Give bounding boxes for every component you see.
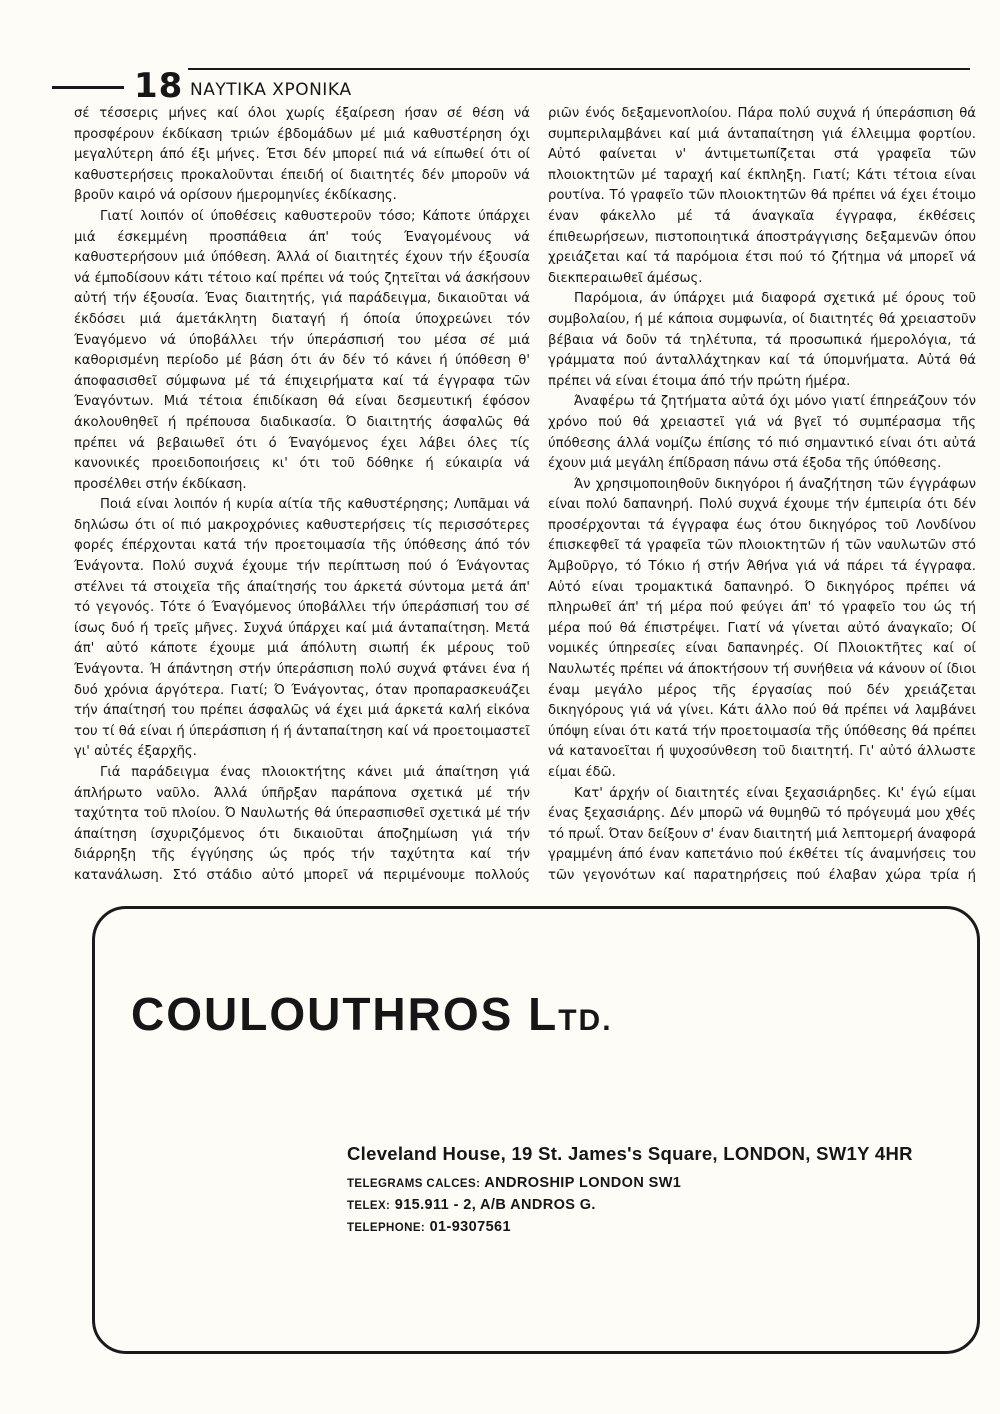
paragraph: Γιατί λοιπόν οί ύποθέσεις καθυστεροῦν τόσο; Κάποτε ύπάρχει μιά έσκεμμένη προσπάθεια άπ' τούς Έναγομένους νά καθυστερήσουν μιά ύπόθεση. Άλλά οί διαιτητές έχουν τήν έξουσία νά έμποδίσουν κάτι τέτοιο καί πρέπει νά τούς ζητεῖται νά άσκήσουν αὐτή τήν έξουσία. Ένας διαιτητής, γιά παράδειγμα, δικαιοῦται νά έκδόσει μιά άμετάκλητη διαταγή ή όποία ύποχρεώνει τόν Έναγόμενο νά ύποβάλλει τήν ύπεράσπισή του μέσα σέ μιά καθορισμένη περίοδο μέ βάση ότι άν δέν τό κάνει ή ύπόθεση θ' άποφασισθεῖ σύμφωνα μέ τά έπιχειρήματα καί τά έγγραφα τῶν Έναγόντων. Μιά τέτοια έπιδίκαση θά είναι δεσμευτική έφόσον άκολουθηθεῖ ή πρέπουσα διαδικασία. Ό διαιτητής άσφαλῶς θά πρέπει νά βεβαιωθεῖ ότι ό Έναγόμενος έχει λάβει όλες τίς κανονικές προειδοποιήσεις κι' ότι τοῦ δόθηκε ή εύκαιρία νά προσέλθει στήν έκδίκαση.: [74, 208, 530, 492]
ad-telex: [347, 1197, 913, 1213]
paragraph: Άν χρησιμοποιηθοῦν δικηγόροι ή άναζήτηση τῶν έγγράφων είναι πολύ δαπανηρή. Πολύ συχνά έχουμε τήν έμπειρία ότι δέν προσέρχονται τά έγγραφα έως ότου δικηγόρος τοῦ Λονδίνου έπισκεφθεῖ τά γραφεῖα τῶν πλοιοκτητῶν ή τῶν ναυλωτῶν στό Άμβοῦργο, τό Τόκιο ή στήν Άθήνα γιά νά πάρει τά έγγραφα. Αὐτό είναι τρομακτικά δαπανηρό. Ό δικηγόρος πρέπει νά πληρωθεῖ άπ' τή μέρα πού φεύγει άπ' τό γραφεῖο του ώς τή μέρα πού θά έπιστρέψει. Γιατί νά γίνεται αὐτό άναγκαῖο; Οί νομικές ύπηρεσίες είναι δαπανηρές. Οί Πλοιοκτῆτες καί οί Ναυλωτές πρέπει νά άποκτήσουν τή συνήθεια νά κάνουν οί ίδιοι έναμ μεγάλο μέρος τῆς έργασίας πού δέν χρειάζεται δικηγόρους γιά νά γίνει. Κάτι άλλο πού θά πρέπει νά λαμβάνει ύπόψη είναι ότι κατά τήν προετοιμασία τῆς ύπόθεσης θά πρέπει νά κατανοεῖται ή ψυχοσύνθεση τοῦ διαιτητή. Γι' αὐτό άλλωστε είμαι έδῶ.: [548, 476, 976, 780]
ad-company-main: COULOUTHROS L: [131, 988, 559, 1040]
ad-telephone-value: 01-9307561: [429, 1219, 511, 1235]
ad-telegrams-label: TELEGRAMS CALCES:: [347, 1178, 481, 1190]
article-left-column: [74, 104, 530, 884]
article-right-column: [548, 104, 976, 884]
ad-telegrams: [347, 1175, 913, 1191]
ad-company-name: [131, 987, 613, 1041]
paragraph: Παρόμοια, άν ύπάρχει μιά διαφορά σχετικά μέ όρους τοῦ συμβολαίου, ή μέ κάποια συμφωνία, οί διαιτητές θά χρειαστοῦν βέβαια νά δοῦν τά τηλέτυπα, τά προσωπικά ήμερολόγια, τά γράμματα πού άνταλλάχτηκαν καί τά ύπομνήματα. Αὐτά θά πρέπει νά είναι έτοιμα άπό τήν πρώτη ήμέρα.: [548, 291, 976, 389]
ad-company-suffix: TD.: [558, 1004, 613, 1037]
paragraph: Κατ' άρχήν οί διαιτητές είναι ξεχασιάρηδες. Κι' έγώ είμαι ένας ξεχασιάρης. Δέν μπορῶ νά θυμηθῶ τό πρόγευμά μου χθές τό πρωΐ. Όταν δείξουν σ' έναν διαιτητή μιά λεπτομερή άναφορά γραμμένη άπό έναν καπετάνιο πού έκθέτει τίς άναμνήσεις του τῶν γεγονότων καί παρατηρήσεις πού έλαβαν χώρα τρία ή: [548, 785, 976, 883]
advertisement-box: [92, 906, 980, 1354]
ad-contact-block: [347, 1143, 913, 1241]
publication-title: ΝΑΥΤΙΚΑ ΧΡΟΝΙΚΑ: [190, 80, 352, 100]
ad-telex-label: TELEX:: [347, 1200, 391, 1212]
ad-telephone-label: TELEPHONE:: [347, 1222, 426, 1234]
ad-address: Cleveland House, 19 St. James's Square, LONDON, SW1Y 4HR: [347, 1143, 913, 1164]
ad-telephone: [347, 1219, 913, 1235]
ad-telex-value: 915.911 - 2, A/B ANDROS G.: [394, 1197, 596, 1213]
paragraph: Γιά παράδειγμα ένας πλοιοκτήτης κάνει μιά άπαίτηση γιά άπλήρωτο ναῦλο. Άλλά ύπῆρξαν παράπονα σχετικά μέ τήν ταχύτητα τοῦ πλοίου. Ό Ναυλωτής θά ύπερασπισθεῖ σχετικά μέ τήν άπαίτηση ίσχυριζόμενος ότι δικαιοῦται άποζημίωση γιά τήν διάρρηξη τῆς έγγύησης ώς πρός τήν ταχύτητα καί τήν κατανάλωση. Στό στάδιο αὐτό μπορεῖ νά περιμένουμε πολλούς: [74, 765, 530, 883]
paragraph: ριῶν ένός δεξαμενοπλοίου. Πάρα πολύ συχνά ή ύπεράσπιση θά συμπεριλαμβάνει καί μιά άνταπαίτηση γιά έλλειμμα φορτίου. Αὐτό φαίνεται ν' άντιμετωπίζεται στά γραφεῖα τῶν πλοιοκτητῶν μέ ταραχή καί έκπληξη. Γιατί; Κάτι τέτοια είναι ρουτίνα. Τό γραφεῖο τῶν πλοιοκτητῶν θά πρέπει νά έχει έτοιμο έναν φάκελλο μέ τά άναγκαῖα έγγραφα, έκθέσεις έπιθεωρήσεων, πιστοποιητικά άποστράγγισης δεξαμενῶν όπου χρειάζεται καί τά παρόμοια έτσι πού τό ζήτημα νά μπορεῖ νά διεκπεραιωθεῖ άμέσως.: [548, 106, 976, 286]
ad-telegrams-value: ANDROSHIP LONDON SW1: [484, 1175, 682, 1191]
page-number: 18: [134, 66, 184, 106]
paragraph: Ποιά είναι λοιπόν ή κυρία αίτία τῆς καθυστέρησης; Λυπᾶμαι νά δηλώσω ότι οί πιό μακροχρόνιες καθυστερήσεις τίς περισσότερες φορές έπέρχονται κατά τήν προετοιμασία τῆς ύπόθεσης άπό τόν Ένάγοντα. Πολύ συχνά έχουμε τήν περίπτωση πού ό Ένάγοντας στέλνει τά στοιχεῖα τῆς άπαίτησής του άρκετά σύντομα μετά άπ' τό γεγονός. Τότε ό Έναγόμενος ύποβάλλει τήν ύπεράσπισή του σέ ίσως δυό ή τρεῖς μῆνες. Συχνά ύπάρχει καί μιά άνταπαίτηση. Μετά άπ' αὐτό κάποτε έχουμε μιά άπόλυτη σιωπή έκ μέρους τοῦ Ένάγοντα. Ή άπάντηση στήν ύπεράσπιση πολύ συχνά φτάνει ένα ή δυό χρόνια άργότερα. Γιατί; Ό Ένάγοντας, όταν προπαρασκευάζει τήν άπαίτησή του πρέπει άσφαλῶς νά έχει μιά άρκετά καλή εἰκόνα του τί θά είναι ή ύπεράσπιση ή ή άνταπαίτηση καί νά προετοιμαστεῖ γι' αὐτές έξαρχῆς.: [74, 497, 530, 760]
paragraph: Άναφέρω τά ζητήματα αὐτά όχι μόνο γιατί έπηρεάζουν τόν χρόνο πού θά χρειαστεῖ γιά νά βγεῖ τό συμπέρασμα τῆς ύπόθεσης άλλά νομίζω έπίσης τό πιό σημαντικό είναι ότι αὐτά έχουν μιά μεγάλη έπίδραση πάνω στά έξοδα τῆς ύπόθεσης.: [548, 394, 976, 472]
paragraph: σέ τέσσερις μήνες καί όλοι χωρίς έξαίρεση ήσαν σέ θέση νά προσφέρουν έκδίκαση τριών έβδομάδων μέ μιά καθυστέρηση όχι μεγαλύτερη άπό έξι μήνες. Έτσι δέν μπορεί πιά νά είπωθεί ότι οί καθυστερήσεις προκαλοῦνται έπειδή οί διαιτητές δέν μποροῦν νά βροῦν καιρό νά ορίσουν ήμερομηνίες έκδίκασης.: [74, 106, 530, 204]
header-rule-left: [52, 86, 124, 89]
header-rule-right: [188, 68, 970, 70]
